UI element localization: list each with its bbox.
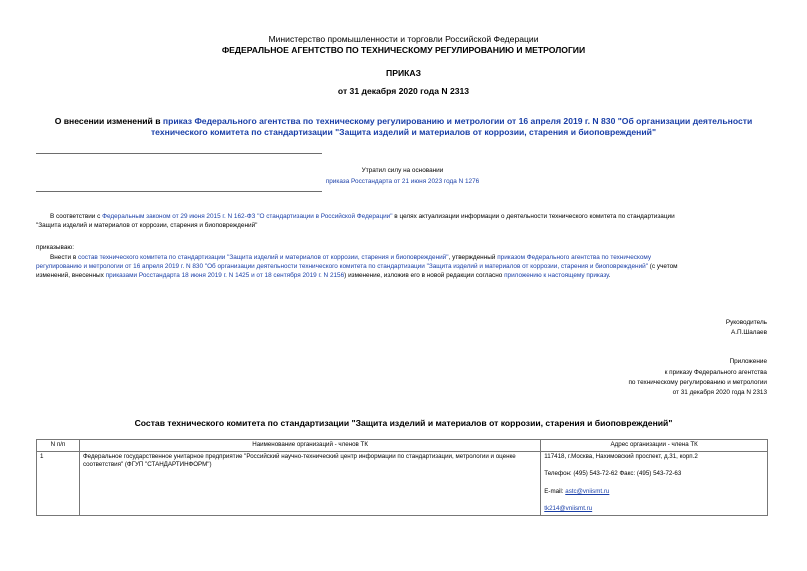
composition-title: Состав технического комитета по стандартизации "Защита изделий и материалов от коррозии, старения и биоповреждений"	[134, 418, 673, 428]
status-note: Утратил силу на основании	[361, 167, 444, 174]
column-header-organization: Наименование организаций - членов ТК	[79, 440, 540, 452]
title-link-order-830-cont[interactable]: технического комитета по стандартизации "Защита изделий и материалов от коррозии, старения и биоповреждений"	[150, 127, 657, 137]
table-row	[37, 451, 768, 515]
appendix-ref-line: по техническому регулированию и метрологии	[628, 379, 767, 386]
order-830-link[interactable]: приказом Федерального агентства по техническому	[497, 254, 652, 261]
members-table	[36, 439, 768, 516]
document-title	[0, 116, 807, 138]
status-repeal-link[interactable]: приказа Росстандарта от 21 июня 2023 года N 1276	[325, 178, 480, 185]
appendix-link[interactable]: приложению к настоящему приказу	[504, 272, 609, 279]
divider	[36, 153, 322, 154]
column-header-address: Адрес организации - члена ТК	[541, 440, 768, 452]
paragraph-basis: В соответствии с Федеральным законом от 29 июня 2015 г. N 162-ФЗ "О стандартизации в Российской Федерации" в целях актуализации информации о деятельности технического комитета по стандартизации "Защита изделий и материалов от коррозии, старения и биоповреждений"	[36, 213, 675, 229]
order-830-link-cont[interactable]: регулированию и метрологии от 16 апреля 2019 г. N 830 "Об организации деятельности технического комитета по стандартизации "Защита изделий и материалов от коррозии, старения и биоповреждений"	[36, 263, 648, 270]
title-link-order-830[interactable]: приказ Федерального агентства по техническому регулированию и метрологии от 16 апреля 2019 г. N 830 "Об организации деятельности	[162, 116, 753, 126]
signature-name: А.П.Шалаев	[730, 329, 767, 336]
title-prefix: О внесении изменений в	[54, 116, 163, 126]
ministry-name: Министерство промышленности и торговли Российской Федерации	[268, 34, 539, 44]
document-type: ПРИКАЗ	[386, 68, 421, 78]
composition-link[interactable]: состав технического комитета по стандартизации "Защита изделий и материалов от коррозии, старения и биоповреждений"	[77, 254, 449, 261]
document-date-number: от 31 декабря 2020 года N 2313	[337, 86, 470, 96]
appendix-ref-line: от 31 декабря 2020 года N 2313	[672, 389, 767, 396]
email-link[interactable]: astc@vniismt.ru	[565, 487, 610, 495]
email-link[interactable]: tk214@vniismt.ru	[544, 505, 593, 512]
federal-law-link[interactable]: Федеральным законом от 29 июня 2015 г. N 162-ФЗ "О стандартизации в Российской Федерации"	[102, 213, 393, 220]
amendment-orders-link[interactable]: приказами Росстандарта 18 июня 2019 г. N 1425 и от 18 сентября 2019 г. N 2156	[105, 272, 345, 279]
table-header-row	[37, 440, 768, 452]
organization-address: 117418, г.Москва, Нахимовский проспект, д.31, корп.2 Телефон: (495) 543-72-62 Факс: (495) 543-72-63 E-mail: astc@vniismt.ru tk214@vniismt.ru	[541, 451, 768, 515]
agency-name: ФЕДЕРАЛЬНОЕ АГЕНТСТВО ПО ТЕХНИЧЕСКОМУ РЕГУЛИРОВАНИЮ И МЕТРОЛОГИИ	[221, 45, 586, 55]
column-header-number: N п/п	[37, 440, 80, 452]
appendix-label: Приложение	[729, 358, 767, 365]
signature-role: Руководитель	[725, 319, 767, 326]
order-word: приказываю:	[36, 244, 74, 251]
paragraph-change: Внести в состав технического комитета по стандартизации "Защита изделий и материалов от коррозии, старения и биоповреждений", утвержденный приказом Федерального агентства по техническому регулированию и метрологии от 16 апреля 2019 г. N 830 "Об организации деятельности технического комитета по стандартизации "Защита изделий и материалов от коррозии, старения и биоповреждений" (с учетом изменений, внесенных приказами Росстандарта 18 июня 2019 г. N 1425 и от 18 сентября 2019 г. N 2156) изменение, изложив его в новой редакции согласно приложению к настоящему приказу.	[36, 254, 678, 279]
appendix-ref-line: к приказу Федерального агентства	[664, 369, 767, 376]
row-number: 1	[37, 451, 80, 515]
organization-name: Федеральное государственное унитарное предприятие "Российский научно-технический центр информации по стандартизации, метрологии и оценке соответствия" (ФГУП "СТАНДАРТИНФОРМ")	[79, 451, 540, 515]
divider	[36, 191, 322, 192]
